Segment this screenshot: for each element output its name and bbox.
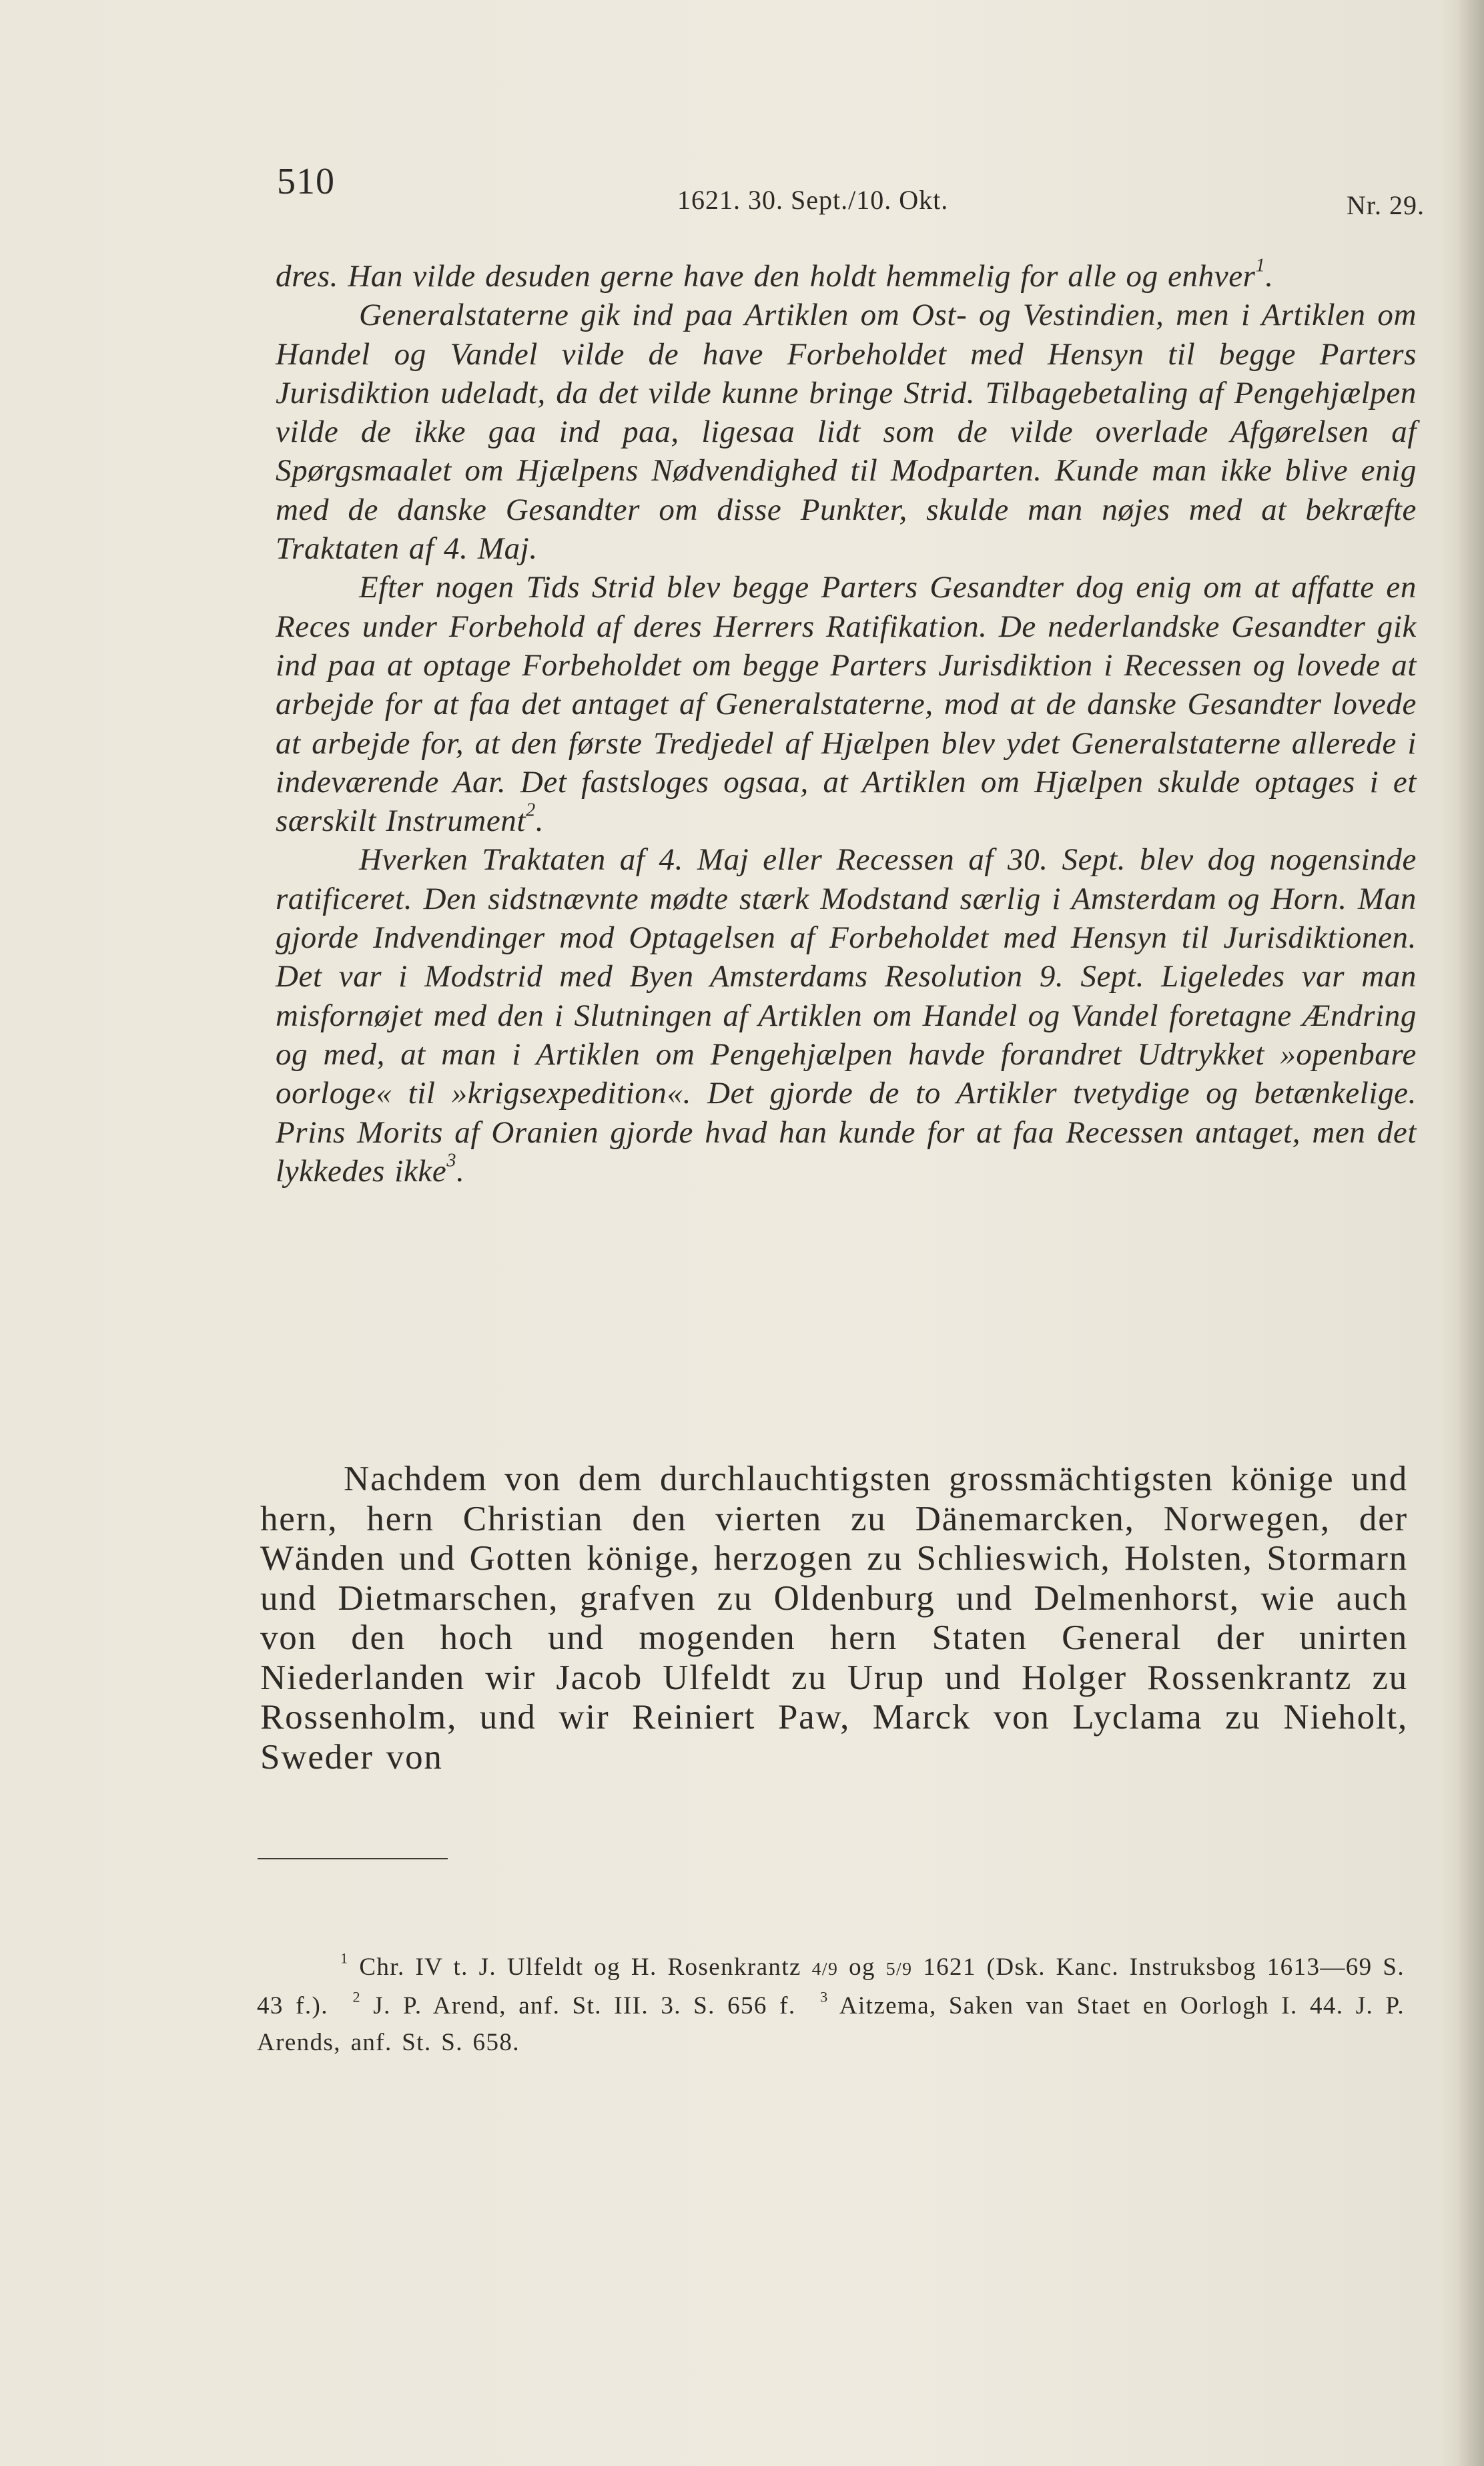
summary-text-end: . <box>535 804 544 839</box>
summary-text-end: . <box>456 1153 465 1189</box>
footnote-1-text: Chr. IV t. J. Ulfeldt og H. Rosenkrantz <box>359 1953 812 1981</box>
page-edge-shadow <box>1457 0 1484 2466</box>
footnote-ref: 1 <box>1255 255 1266 276</box>
footnote-ref: 2 <box>526 800 536 821</box>
summary-paragraph <box>276 568 1417 840</box>
summary-text: Efter nogen Tids Strid blev begge Parters Gesandter dog enig om at affatte en Reces under Forbehold af deres Herrers Ratifikation. De nederlandske Gesandter gik ind paa at optage Forbeholdet om begge Parters Jurisdiktion i Recessen og lovede at arbejde for at faa det antaget af Generalstaterne, mod at de danske Gesandter lovede at arbejde for, at den første Tredjedel af Hjælpen blev ydet Generalstaterne allerede i indeværende Aar. Det fastsloges ogsaa, at Artiklen om Hjælpen skulde optages i et særskilt Instrument <box>276 570 1417 839</box>
footnote-3-text: Aitzema, Saken van Staet en Oorlogh I. 44. J. P. Arends, anf. St. S. 658. <box>257 1992 1405 2056</box>
document-number: Nr. 29. <box>1347 190 1425 220</box>
page-header <box>277 160 1425 220</box>
footnote-block <box>257 1949 1405 2061</box>
summary-text: dres. Han vilde desuden gerne have den holdt hemmelig for alle og enhver <box>276 259 1256 294</box>
summary-text: Hverken Traktaten af 4. Maj eller Recessen af 30. Sept. blev dog nogensinde ratificeret. Den sidstnævnte mødte stærk Modstand særlig i Amsterdam og Horn. Man gjorde Indvendinger mod Optagelsen af Forbeholdet med Hensyn til Jurisdiktionen. Det var i Modstrid med Byen Amsterdams Resolution 9. Sept. Ligeledes var man misfornøjet med den i Slutningen af Artiklen om Handel og Vandel foretagne Ændring og med, at man i Artiklen om Pengehjælpen havde forandret Udtrykket »openbare oorloge« til »krigsexpedition«. Det gjorde de to Artikler tvetydige og betænkelige. Prins Morits af Oranien gjorde hvad han kunde for at faa Recessen antaget, men det lykkedes ikke <box>276 842 1417 1189</box>
footnote-mark: 1 <box>340 1949 349 1967</box>
footnote-ref: 3 <box>446 1150 457 1171</box>
summary-paragraph <box>276 257 1417 296</box>
source-paragraph: Nachdem von dem durchlauchtigsten grossmächtigsten könige und hern, hern Christian den vierten zu Dänemarcken, Norwegen, der Wänden und Gotten könige, herzogen zu Schlieswich, Holsten, Stormarn und Dietmarschen, grafven zu Oldenburg und Delmenhorst, wie auch von den hoch und mogenden hern Staten General der unirten Niederlanden wir Jacob Ulfeldt zu Urup und Holger Rossenkrantz zu Rossenholm, und wir Reiniert Paw, Marck von Lyclama zu Nieholt, Sweder von <box>260 1460 1408 1777</box>
footnote-mark: 2 <box>352 1988 361 2006</box>
source-document-text <box>260 1460 1408 1777</box>
footnote-1-text: 1621 (Dsk. Kanc. Instruksbog 1613—69 S. 43 f.). <box>257 1953 1405 2020</box>
page-number: 510 <box>277 161 335 202</box>
footnote-mark: 3 <box>820 1988 829 2006</box>
footnote-1-text: og <box>838 1953 886 1981</box>
summary-text-end: . <box>1265 259 1274 294</box>
running-head: 1621. 30. Sept./10. Okt. <box>677 185 949 215</box>
summary-paragraph: Generalstaterne gik ind paa Artiklen om Ost- og Vestindien, men i Artiklen om Handel og Vandel vilde de have Forbeholdet med Hensyn til begge Parters Jurisdiktion udeladt, da det vilde kunne bringe Strid. Tilbagebetaling af Pengehjælpen vilde de ikke gaa ind paa, ligesaa lidt som de vilde overlade Afgørelsen af Spørgsmaalet om Hjælpens Nødvendighed til Modparten. Kunde man ikke blive enig med de danske Gesandter om disse Punkter, skulde man nøjes med at bekræfte Traktaten af 4. Maj. <box>276 298 1417 567</box>
footnotes <box>257 1949 1405 2061</box>
summary-paragraph <box>276 840 1417 1191</box>
editorial-summary <box>276 257 1417 1191</box>
date-fraction: 4/9 <box>811 1959 839 1979</box>
footnote-rule <box>258 1858 448 1859</box>
footnote-2-text: J. P. Arend, anf. St. III. 3. S. 656 f. <box>373 1992 796 2020</box>
date-fraction: 5/9 <box>885 1959 913 1979</box>
